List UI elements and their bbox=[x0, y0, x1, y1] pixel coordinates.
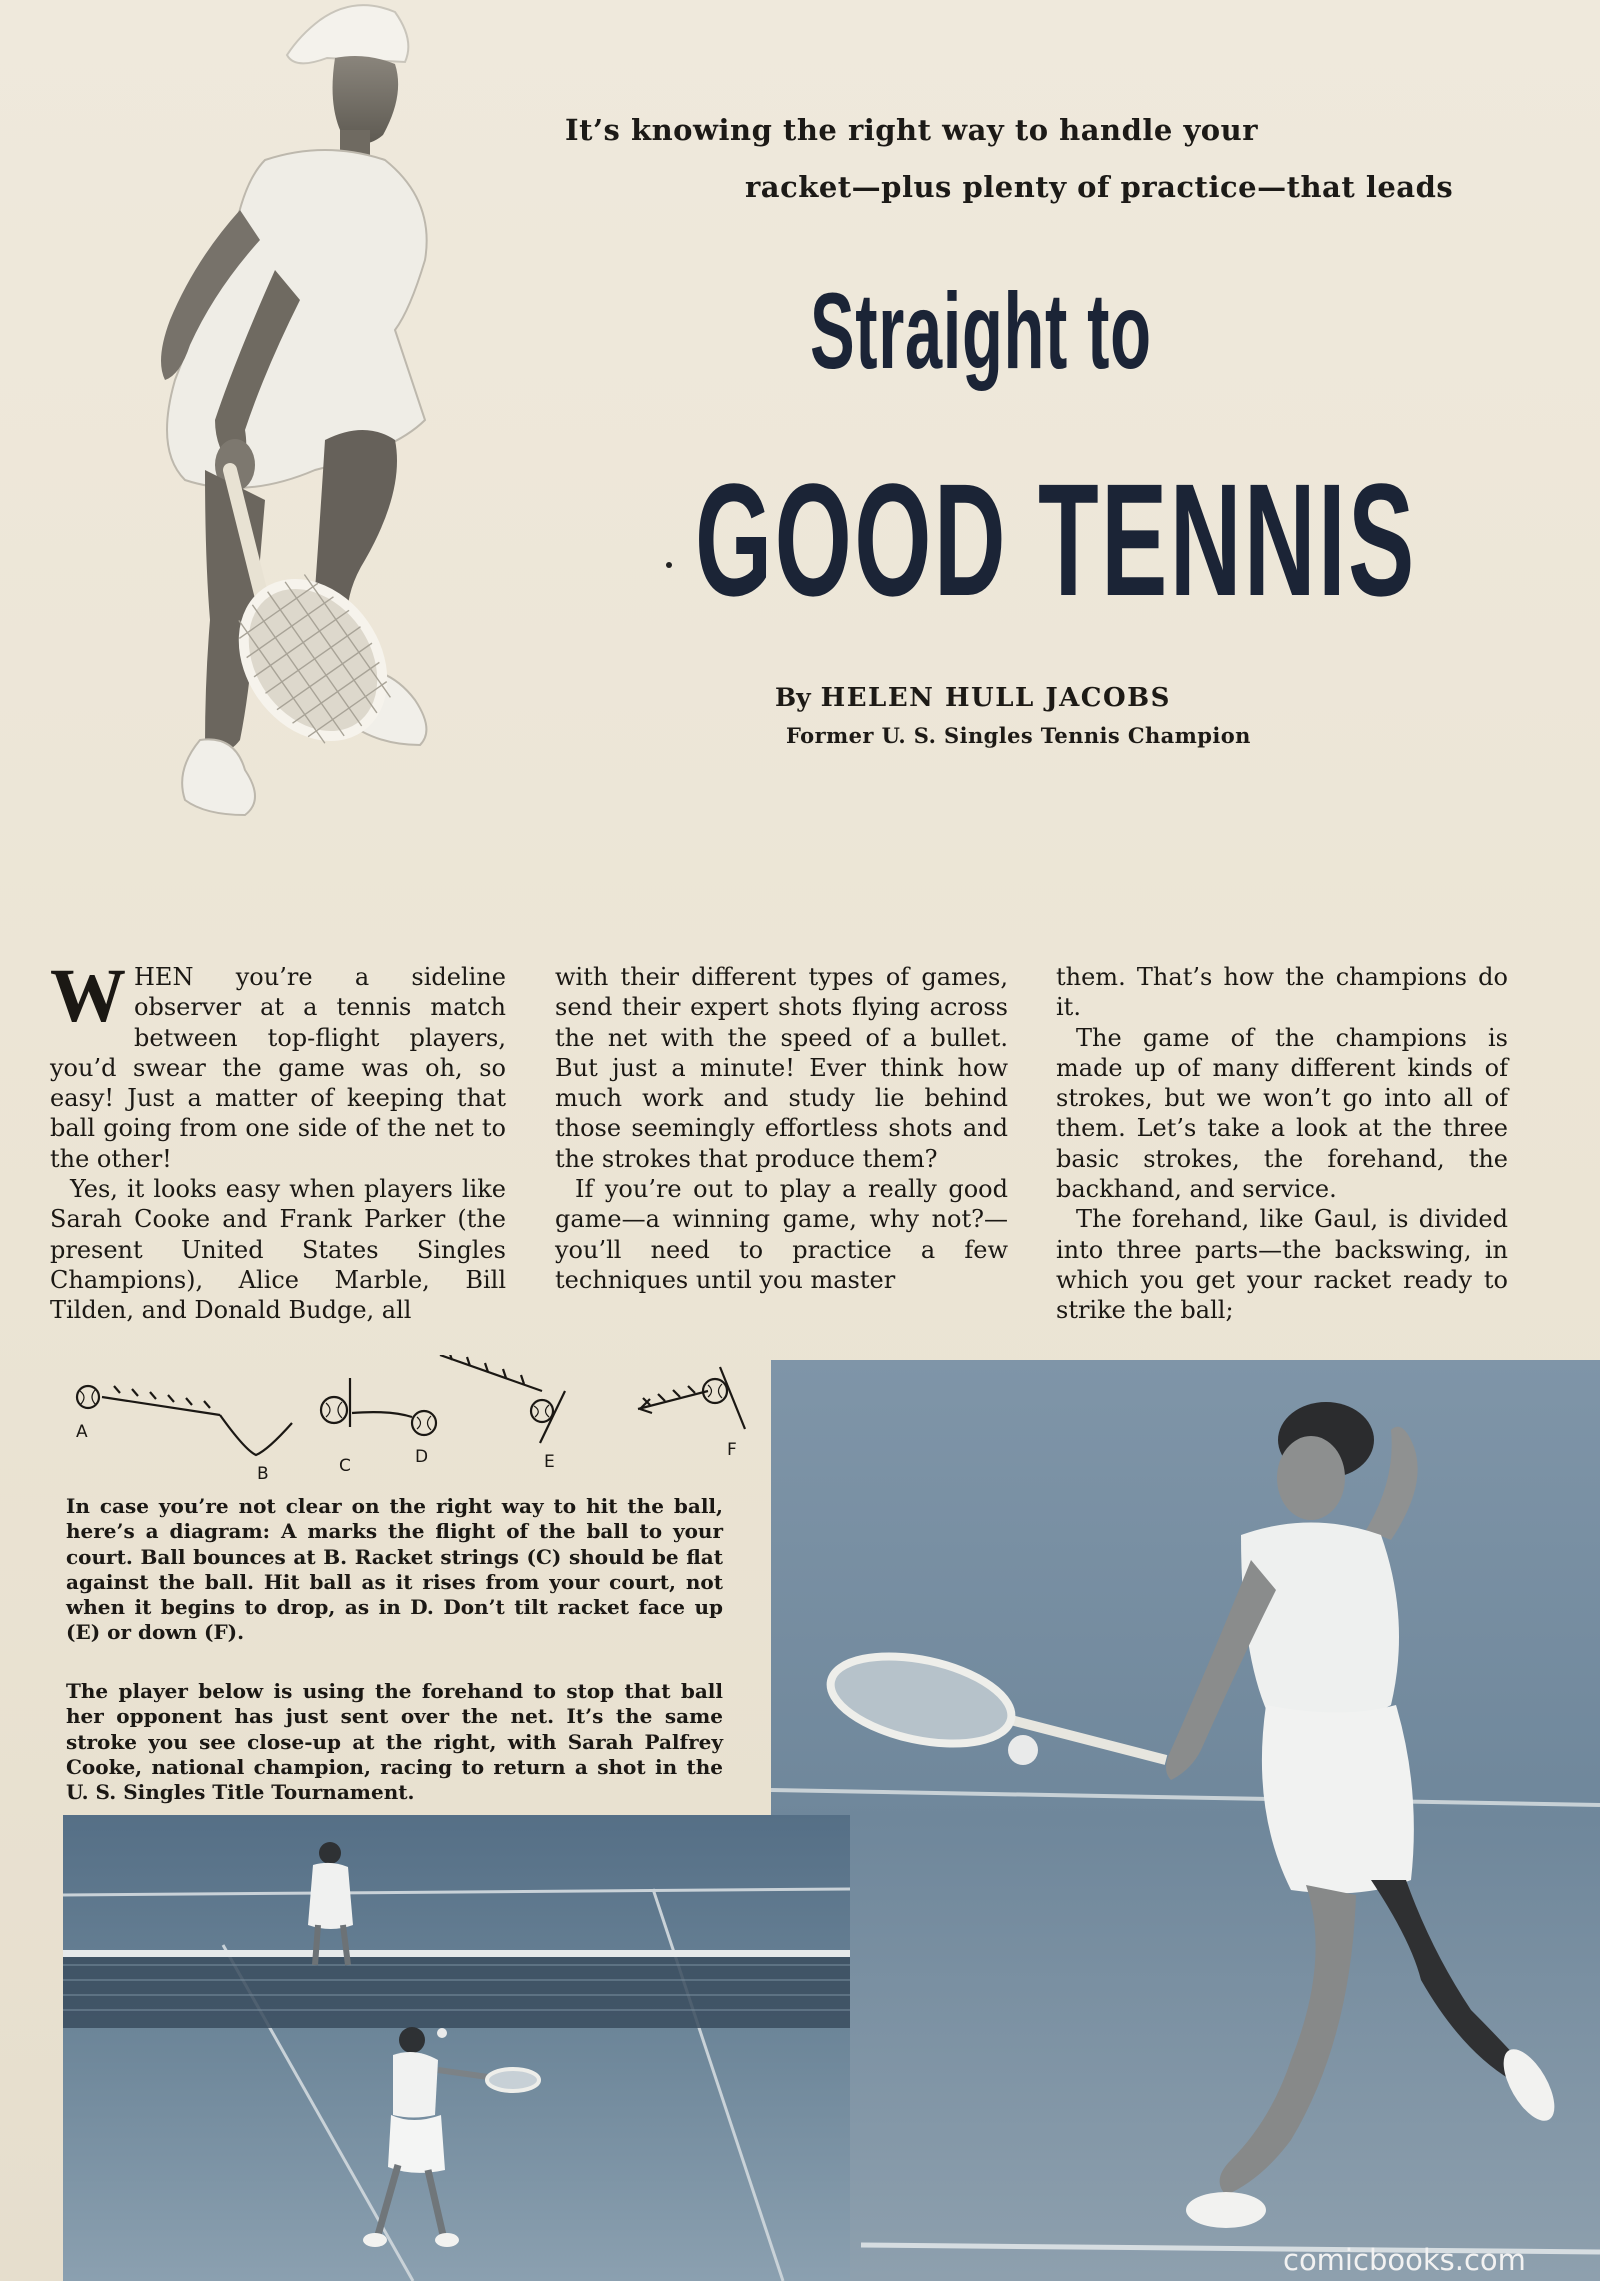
diagram-label-e: E bbox=[544, 1452, 555, 1472]
headline-line-1: Straight to bbox=[810, 270, 1152, 391]
headline-line-2: GOOD TENNIS bbox=[695, 450, 1417, 629]
drop-cap: W bbox=[50, 954, 126, 1038]
kicker-line-1: It’s knowing the right way to handle your bbox=[565, 113, 1259, 147]
article-paragraph: The forehand, like Gaul, is divided into three parts—the backswing, in which you get your racket ready to strike the ball; bbox=[1056, 1205, 1508, 1325]
diagram-label-b: B bbox=[257, 1464, 269, 1484]
caption-text: The player below is using the forehand to stop that ball her opponent has just sent over the net. It’s the same stroke you see close-up at the right, with Sarah Palfrey Cooke, national champion, racing to return a shot in the U. S. Singles Title Tournament. bbox=[66, 1679, 723, 1805]
article-paragraph: The game of the champions is made up of many different kinds of strokes, but we won’t go into all of them. Let’s take a look at the three basic strokes, the forehand, the backhand, and service. bbox=[1056, 1023, 1508, 1204]
photo-caption bbox=[66, 1679, 723, 1805]
court-match-photo bbox=[63, 1815, 850, 2281]
diagram-label-a: A bbox=[76, 1422, 88, 1442]
article-column-3 bbox=[1056, 962, 1508, 1326]
diagram-label-c: C bbox=[339, 1456, 351, 1476]
article-paragraph: If you’re out to play a really good game—a winning game, why not?—you’ll need to practice a few techniques until you master bbox=[555, 1175, 1008, 1294]
kicker-line-2: racket—plus plenty of practice—that leads bbox=[745, 170, 1454, 204]
article-paragraph: with their different types of games, send their expert shots flying across the net with the speed of a bullet. But just a minute! Ever think how much work and study lie behind those seemingly effortless shots and the strokes that produce them? bbox=[555, 963, 1008, 1173]
caption-text: In case you’re not clear on the right way to hit the ball, here’s a diagram: A marks the flight of the ball to your court. Ball bounces at B. Racket strings (C) should be flat against the ball. Hit ball as it rises from your court, not when it begins to drop, as in D. Don’t tilt racket face up (E) or down (F). bbox=[66, 1494, 723, 1645]
diagram-caption bbox=[66, 1494, 723, 1646]
watermark-text: comicbooks.com bbox=[1283, 2243, 1526, 2277]
hero-player-photo bbox=[65, 0, 555, 880]
article-paragraph: them. That’s how the champions do it. bbox=[1056, 963, 1508, 1022]
article-paragraph: Yes, it looks easy when players like Sarah Cooke and Frank Parker (the present United States Singles Champions), Alice Marble, Bill Tilden, and Donald Budge, all bbox=[50, 1175, 506, 1325]
diagram-label-f: F bbox=[727, 1440, 737, 1460]
byline-author: HELEN HULL JACOBS bbox=[820, 683, 1171, 713]
byline-by: By bbox=[775, 683, 811, 712]
ball-flight-diagram bbox=[60, 1355, 760, 1485]
byline bbox=[775, 683, 1171, 713]
article-text: HEN you’re a sideline observer at a tennis match between top-flight players, you’d swear the game was oh, so easy! Just a matter of keeping that ball going from one side of the net to the other! bbox=[50, 963, 506, 1173]
article-column-2 bbox=[555, 962, 1008, 1295]
ornament-dot bbox=[666, 562, 672, 568]
diagram-label-d: D bbox=[415, 1447, 429, 1467]
article-column-1 bbox=[50, 954, 506, 1326]
article-paragraph bbox=[50, 954, 506, 1174]
player-closeup-photo bbox=[771, 1360, 1600, 2281]
byline-title: Former U. S. Singles Tennis Champion bbox=[786, 723, 1251, 748]
